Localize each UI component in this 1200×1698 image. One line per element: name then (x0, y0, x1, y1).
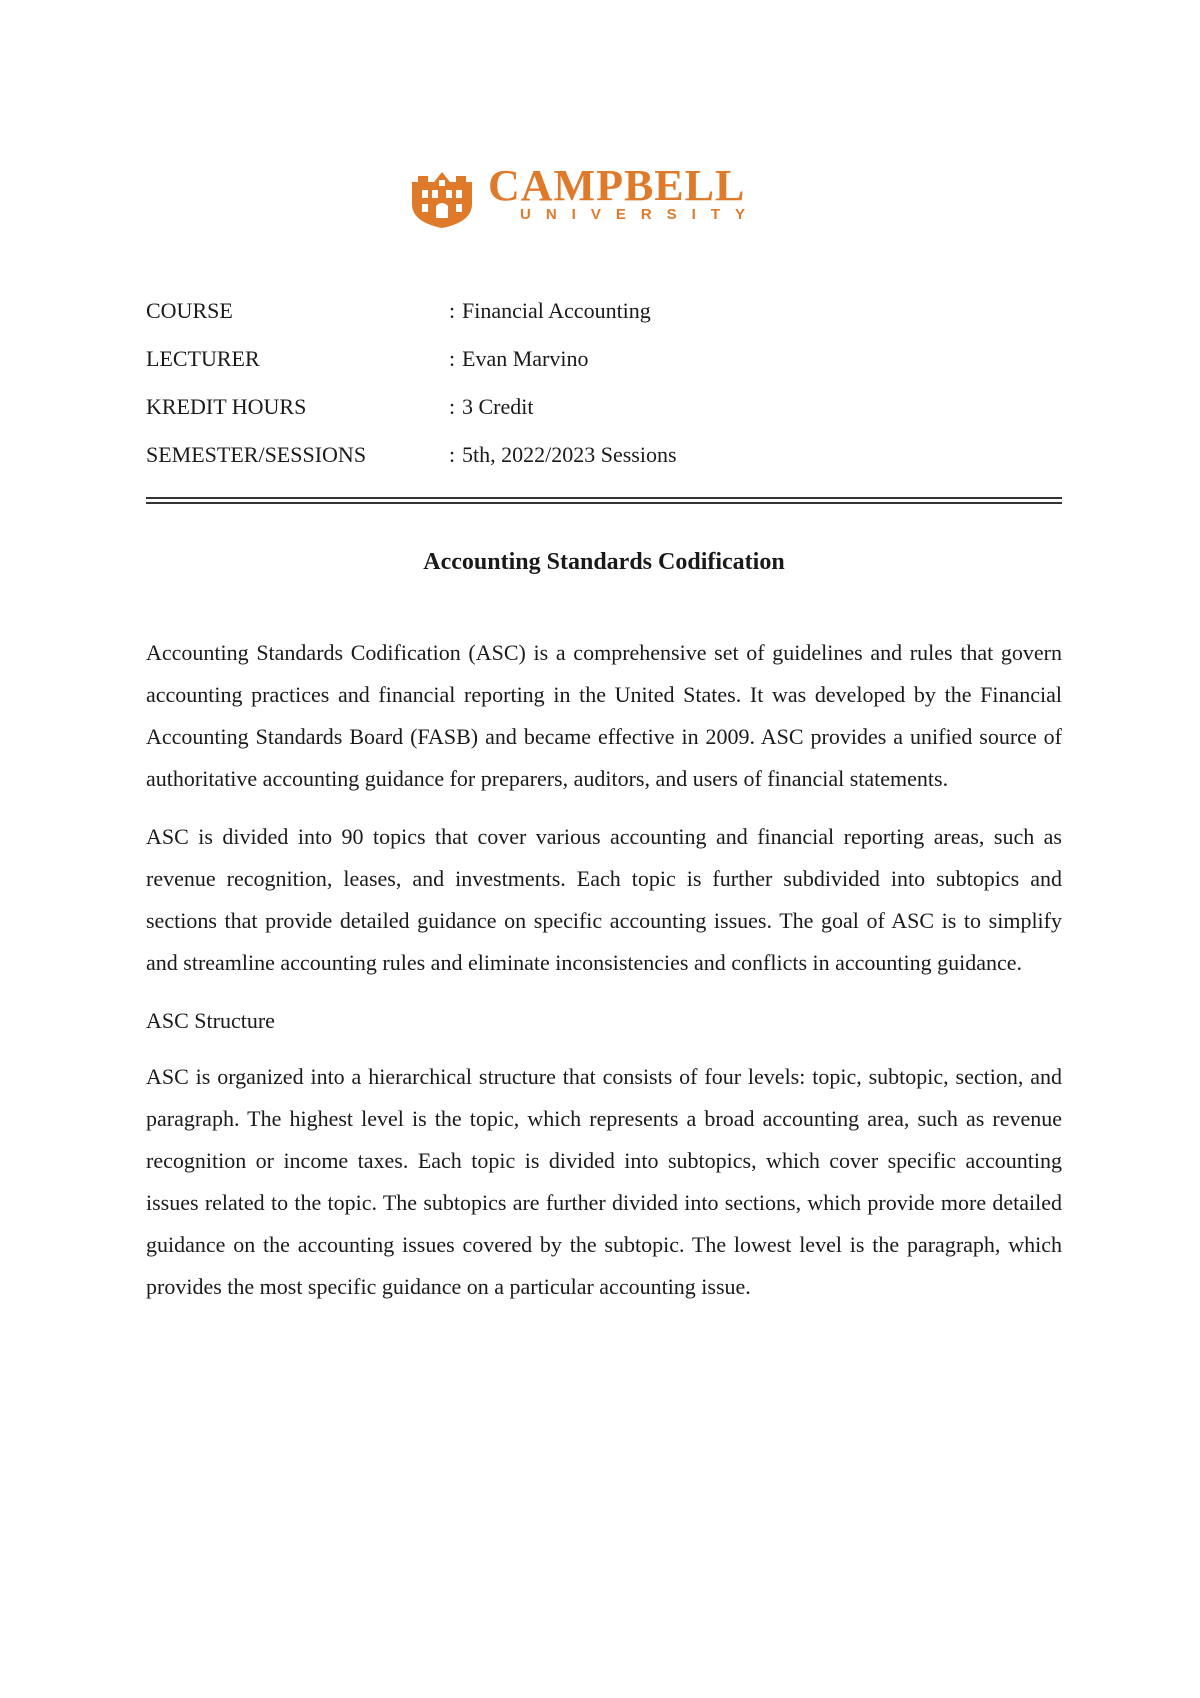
paragraph: Accounting Standards Codification (ASC) is a comprehensive set of guidelines and rules that govern accounting practices and financial reporting in the United States. It was developed by the Financial Accounting Standards Board (FASB) and became effective in 2009. ASC provides a unified source of authoritative accounting guidance for preparers, auditors, and users of financial statements. (146, 640, 1062, 791)
paragraph: ASC is divided into 90 topics that cover various accounting and financial reporting areas, such as revenue recognition, leases, and investments. Each topic is further subdivided into subtopics and sections that provide detailed guidance on specific accounting issues. The goal of ASC is to simplify and streamline accounting rules and eliminate inconsistencies and conflicts in accounting guidance. (146, 824, 1062, 975)
document-title: Accounting Standards Codification (423, 549, 785, 575)
paragraph: ASC is organized into a hierarchical structure that consists of four levels: topic, subtopic, section, and paragraph. The highest level is the topic, which represents a broad accounting area, such as revenue recognition or income taxes. Each topic is divided into subtopics, which cover specific accounting issues related to the topic. The subtopics are further divided into sections, which provide more detailed guidance on the accounting issues covered by the subtopic. The lowest level is the paragraph, which provides the most specific guidance on a particular accounting issue. (146, 1064, 1062, 1299)
info-label: KREDIT HOURS (146, 394, 307, 419)
university-logo (408, 161, 808, 230)
info-row-course (146, 296, 966, 344)
info-value: Financial Accounting (462, 298, 651, 323)
info-label: COURSE (146, 298, 233, 323)
divider-line (146, 502, 1062, 504)
info-separator: : (449, 394, 456, 419)
info-value: 5th, 2022/2023 Sessions (462, 442, 677, 467)
divider-line (146, 497, 1062, 499)
university-building-icon (408, 168, 476, 230)
info-value: Evan Marvino (462, 346, 589, 371)
info-label: SEMESTER/SESSIONS (146, 442, 367, 467)
info-separator: : (449, 346, 456, 371)
document-body (146, 632, 1062, 1324)
logo-subtitle: UNIVERSITY (520, 206, 761, 223)
info-row-credit-hours (146, 392, 966, 440)
info-row-semester (146, 440, 966, 488)
info-separator: : (449, 442, 456, 467)
logo-name: CAMPBELL (488, 161, 746, 210)
info-separator: : (449, 298, 456, 323)
section-heading: ASC Structure (146, 1008, 275, 1033)
info-value: 3 Credit (462, 394, 534, 419)
course-info (146, 296, 966, 488)
info-label: LECTURER (146, 346, 260, 371)
info-row-lecturer (146, 344, 966, 392)
